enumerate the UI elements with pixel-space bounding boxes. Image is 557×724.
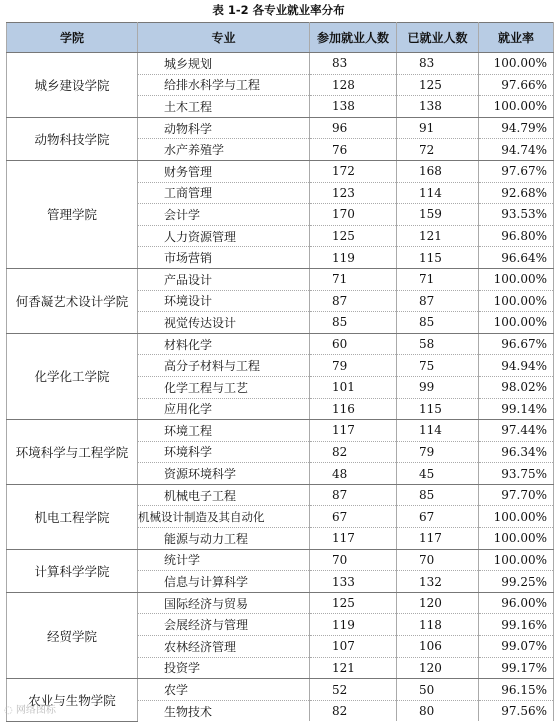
participants-cell: 83 xyxy=(310,53,397,75)
rate-cell: 96.80% xyxy=(479,225,554,247)
employed-cell: 75 xyxy=(397,355,479,377)
participants-cell: 172 xyxy=(310,160,397,182)
participants-cell: 125 xyxy=(310,592,397,614)
rate-cell: 99.25% xyxy=(479,571,554,593)
rate-cell: 92.68% xyxy=(479,182,554,204)
table-row xyxy=(7,549,554,571)
table-row xyxy=(7,53,554,75)
college-cell: 环境科学与工程学院 xyxy=(7,420,138,485)
employed-cell: 99 xyxy=(397,376,479,398)
employed-cell: 79 xyxy=(397,441,479,463)
rate-cell: 96.67% xyxy=(479,333,554,355)
rate-cell: 99.17% xyxy=(479,657,554,679)
table-row xyxy=(7,117,554,139)
participants-cell: 125 xyxy=(310,225,397,247)
participants-cell: 82 xyxy=(310,441,397,463)
participants-cell: 128 xyxy=(310,74,397,96)
participants-cell: 52 xyxy=(310,679,397,701)
employed-cell: 85 xyxy=(397,312,479,334)
rate-cell: 96.15% xyxy=(479,679,554,701)
employed-cell: 132 xyxy=(397,571,479,593)
employed-cell: 138 xyxy=(397,96,479,118)
table-row xyxy=(7,484,554,506)
major-cell: 材料化学 xyxy=(138,333,310,355)
major-cell: 土木工程 xyxy=(138,96,310,118)
employed-cell: 159 xyxy=(397,204,479,226)
header-employed: 已就业人数 xyxy=(397,23,479,53)
rate-cell: 100.00% xyxy=(479,268,554,290)
participants-cell: 117 xyxy=(310,420,397,442)
rate-cell: 96.00% xyxy=(479,592,554,614)
major-cell: 财务管理 xyxy=(138,160,310,182)
participants-cell: 117 xyxy=(310,528,397,550)
rate-cell: 93.75% xyxy=(479,463,554,485)
rate-cell: 98.02% xyxy=(479,376,554,398)
rate-cell: 97.56% xyxy=(479,700,554,721)
major-cell: 投资学 xyxy=(138,657,310,679)
table-header-row xyxy=(7,23,554,53)
employed-cell: 120 xyxy=(397,657,479,679)
employed-cell: 70 xyxy=(397,549,479,571)
rate-cell: 97.44% xyxy=(479,420,554,442)
major-cell: 水产养殖学 xyxy=(138,139,310,161)
participants-cell: 116 xyxy=(310,398,397,420)
rate-cell: 100.00% xyxy=(479,312,554,334)
major-cell: 给排水科学与工程 xyxy=(138,74,310,96)
table-row xyxy=(7,679,554,701)
table-row xyxy=(7,160,554,182)
employed-cell: 87 xyxy=(397,290,479,312)
major-cell: 工商管理 xyxy=(138,182,310,204)
participants-cell: 85 xyxy=(310,312,397,334)
employed-cell: 114 xyxy=(397,182,479,204)
major-cell: 环境工程 xyxy=(138,420,310,442)
major-cell: 会计学 xyxy=(138,204,310,226)
rate-cell: 99.16% xyxy=(479,614,554,636)
participants-cell: 121 xyxy=(310,657,397,679)
employed-cell: 168 xyxy=(397,160,479,182)
major-cell: 农学 xyxy=(138,679,310,701)
participants-cell: 76 xyxy=(310,139,397,161)
participants-cell: 67 xyxy=(310,506,397,528)
employed-cell: 115 xyxy=(397,247,479,269)
employed-cell: 45 xyxy=(397,463,479,485)
major-cell: 统计学 xyxy=(138,549,310,571)
watermark-logo: ◌ 网络图标 xyxy=(4,705,56,716)
employed-cell: 85 xyxy=(397,484,479,506)
college-cell: 农业与生物学院 xyxy=(7,679,138,722)
major-cell: 城乡规划 xyxy=(138,53,310,75)
participants-cell: 70 xyxy=(310,549,397,571)
participants-cell: 82 xyxy=(310,700,397,721)
participants-cell: 71 xyxy=(310,268,397,290)
participants-cell: 79 xyxy=(310,355,397,377)
major-cell: 会展经济与管理 xyxy=(138,614,310,636)
rate-cell: 97.70% xyxy=(479,484,554,506)
major-cell: 视觉传达设计 xyxy=(138,312,310,334)
major-cell: 环境科学 xyxy=(138,441,310,463)
table-body xyxy=(7,53,554,722)
college-cell: 机电工程学院 xyxy=(7,484,138,549)
college-cell: 计算科学学院 xyxy=(7,549,138,592)
employed-cell: 106 xyxy=(397,636,479,658)
rate-cell: 94.94% xyxy=(479,355,554,377)
employed-cell: 125 xyxy=(397,74,479,96)
college-cell: 城乡建设学院 xyxy=(7,53,138,118)
participants-cell: 60 xyxy=(310,333,397,355)
college-cell: 管理学院 xyxy=(7,160,138,268)
major-cell: 农林经济管理 xyxy=(138,636,310,658)
major-cell: 市场营销 xyxy=(138,247,310,269)
rate-cell: 96.34% xyxy=(479,441,554,463)
participants-cell: 123 xyxy=(310,182,397,204)
major-cell: 生物技术 xyxy=(138,700,310,721)
table-row xyxy=(7,592,554,614)
participants-cell: 87 xyxy=(310,484,397,506)
rate-cell: 99.07% xyxy=(479,636,554,658)
participants-cell: 119 xyxy=(310,614,397,636)
participants-cell: 96 xyxy=(310,117,397,139)
rate-cell: 100.00% xyxy=(479,506,554,528)
major-cell: 高分子材料与工程 xyxy=(138,355,310,377)
participants-cell: 133 xyxy=(310,571,397,593)
employed-cell: 121 xyxy=(397,225,479,247)
header-participants: 参加就业人数 xyxy=(310,23,397,53)
table-row xyxy=(7,333,554,355)
rate-cell: 100.00% xyxy=(479,528,554,550)
participants-cell: 87 xyxy=(310,290,397,312)
table-caption: 表 1-2 各专业就业率分布 xyxy=(212,3,345,17)
rate-cell: 94.74% xyxy=(479,139,554,161)
table-row xyxy=(7,268,554,290)
table-row xyxy=(7,420,554,442)
major-cell: 能源与动力工程 xyxy=(138,528,310,550)
employed-cell: 117 xyxy=(397,528,479,550)
major-cell: 动物科学 xyxy=(138,117,310,139)
header-major: 专业 xyxy=(138,23,310,53)
employed-cell: 72 xyxy=(397,139,479,161)
participants-cell: 170 xyxy=(310,204,397,226)
rate-cell: 97.66% xyxy=(479,74,554,96)
employed-cell: 118 xyxy=(397,614,479,636)
rate-cell: 93.53% xyxy=(479,204,554,226)
employed-cell: 50 xyxy=(397,679,479,701)
college-cell: 何香凝艺术设计学院 xyxy=(7,268,138,333)
employed-cell: 91 xyxy=(397,117,479,139)
major-cell: 信息与计算科学 xyxy=(138,571,310,593)
participants-cell: 48 xyxy=(310,463,397,485)
header-college: 学院 xyxy=(7,23,138,53)
participants-cell: 138 xyxy=(310,96,397,118)
employed-cell: 58 xyxy=(397,333,479,355)
rate-cell: 94.79% xyxy=(479,117,554,139)
rate-cell: 97.67% xyxy=(479,160,554,182)
rate-cell: 100.00% xyxy=(479,96,554,118)
employed-cell: 114 xyxy=(397,420,479,442)
major-cell: 应用化学 xyxy=(138,398,310,420)
major-cell: 机械设计制造及其自动化 xyxy=(138,506,310,528)
college-cell: 动物科技学院 xyxy=(7,117,138,160)
major-cell: 环境设计 xyxy=(138,290,310,312)
major-cell: 机械电子工程 xyxy=(138,484,310,506)
rate-cell: 99.14% xyxy=(479,398,554,420)
rate-cell: 100.00% xyxy=(479,53,554,75)
rate-cell: 100.00% xyxy=(479,549,554,571)
major-cell: 产品设计 xyxy=(138,268,310,290)
participants-cell: 101 xyxy=(310,376,397,398)
college-cell: 经贸学院 xyxy=(7,592,138,678)
employed-cell: 80 xyxy=(397,700,479,721)
major-cell: 资源环境科学 xyxy=(138,463,310,485)
major-cell: 化学工程与工艺 xyxy=(138,376,310,398)
rate-cell: 96.64% xyxy=(479,247,554,269)
header-rate: 就业率 xyxy=(479,23,554,53)
employed-cell: 67 xyxy=(397,506,479,528)
college-cell: 化学化工学院 xyxy=(7,333,138,419)
employed-cell: 115 xyxy=(397,398,479,420)
major-cell: 国际经济与贸易 xyxy=(138,592,310,614)
major-cell: 人力资源管理 xyxy=(138,225,310,247)
employment-rate-table xyxy=(6,22,554,722)
rate-cell: 100.00% xyxy=(479,290,554,312)
employed-cell: 83 xyxy=(397,53,479,75)
participants-cell: 119 xyxy=(310,247,397,269)
participants-cell: 107 xyxy=(310,636,397,658)
employed-cell: 120 xyxy=(397,592,479,614)
employed-cell: 71 xyxy=(397,268,479,290)
